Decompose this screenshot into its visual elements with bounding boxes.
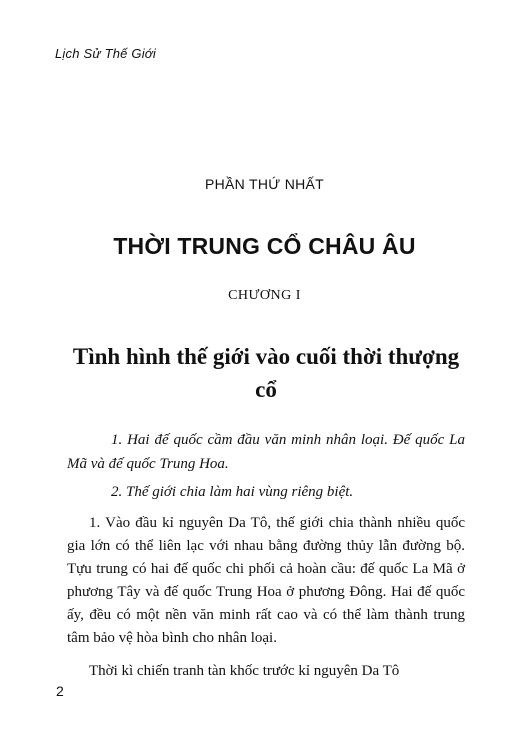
part-label: PHẦN THỨ NHẤT — [204, 176, 325, 192]
body-text — [67, 512, 465, 693]
running-header: Lịch Sử Thế Giới — [55, 46, 156, 61]
body-paragraph: 1. Vào đầu kỉ nguyên Da Tô, thế giới chia thành nhiều quốc gia lớn có thể liên lạc với nhau bằng đường thủy lẫn đường bộ. Tựu trung có hai đế quốc chi phối cả hoàn cầu: đế quốc La Mã ở phương Tây và đế quốc Trung Hoa ở phương Đông. Hai đế quốc ấy, đều có một nền văn minh rất cao và có thể làm thành trung tâm bảo vệ hòa bình cho nhân loại. — [67, 515, 465, 646]
chapter-title: Tình hình thế giới vào cuối thời thượng cổ — [72, 344, 460, 402]
part-title: THỜI TRUNG CỔ CHÂU ÂU — [113, 233, 416, 259]
page-number: 2 — [56, 683, 64, 699]
summary-item: 2. Thế giới chia làm hai vùng riêng biệt. — [111, 484, 354, 500]
summary-item: 1. Hai đế quốc cầm đầu văn minh nhân loại. Đế quốc La Mã và đế quốc Trung Hoa. — [67, 432, 465, 472]
chapter-summary — [67, 428, 465, 508]
body-paragraph: Thời kì chiến tranh tàn khốc trước kỉ nguyên Da Tô — [89, 663, 400, 679]
chapter-label: CHƯƠNG I — [228, 288, 301, 303]
